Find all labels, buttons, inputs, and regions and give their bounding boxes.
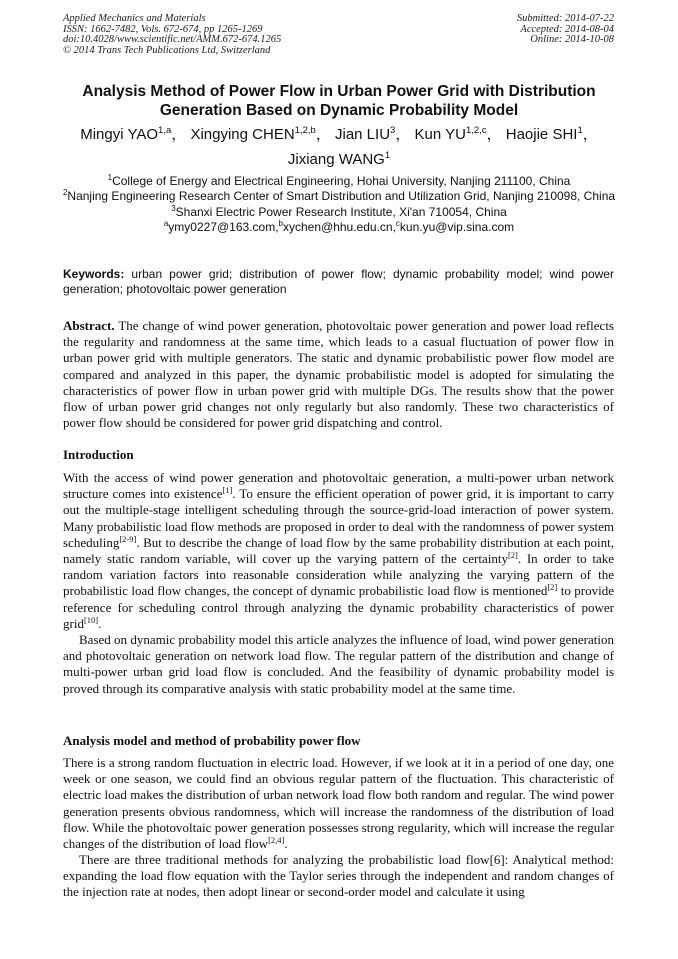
- journal-name: Applied Mechanics and Materials: [63, 13, 206, 24]
- citation-ref[interactable]: [2,4]: [268, 835, 285, 846]
- paragraph-text: to provide reference for scheduling control through analyzing the dynamic probability characteristics of power grid: [63, 583, 614, 631]
- citation-ref[interactable]: [1]: [222, 485, 233, 496]
- abstract-section: [63, 318, 614, 431]
- paragraph-text: .: [284, 836, 288, 852]
- analysis-heading: Analysis model and method of probability power flow: [63, 733, 361, 748]
- paragraph-text: There is a strong random fluctuation in electric load. However, if we look at it in a period of one day, one week or one season, we could find an obvious regular pattern of the fluctuation. This characteristic of electric load makes the distribution of urban network load flow both random and regular. The wind power generation presents obvious randomness, which will increase the randomness of the distribution of load flow. While the photovoltaic power generation possesses strong regularity, which will increase the regular changes of the distribution of load flow: [63, 755, 614, 852]
- analysis-paragraph: There are three traditional methods for analyzing the probabilistic load flow[6]: Analytical method: expanding the load flow equation with the Taylor series through the independent and random changes of the injection rate at nodes, then adopt linear or second-order model and calculate it using: [63, 852, 614, 900]
- introduction-heading: Introduction: [63, 447, 134, 462]
- affiliation-mark: 1: [107, 173, 113, 182]
- author-affiliation-mark: 1,2,b: [294, 125, 316, 136]
- affiliation-mark: 2: [62, 188, 68, 198]
- author-separator: ，: [171, 126, 187, 143]
- author-affiliation-mark: 1: [384, 150, 391, 161]
- submitted-date: Submitted: 2014-07-22: [516, 13, 614, 24]
- affiliation-text: Nanjing Engineering Research Center of Smart Distribution and Utilization Grid, Nanjing 210098, China: [67, 189, 616, 204]
- email-address[interactable]: ymy0227@163.com,: [168, 219, 279, 234]
- affiliation-item: [40, 205, 638, 220]
- keywords-label: Keywords:: [63, 267, 125, 281]
- journal-copyright: © 2014 Trans Tech Publications Ltd, Switzerland: [63, 44, 271, 56]
- author-name: Kun YU: [414, 126, 466, 143]
- analysis-paragraph: [63, 755, 614, 852]
- author-list: [40, 122, 638, 172]
- journal-info: [63, 14, 281, 56]
- author-affiliation-mark: 1,a: [158, 125, 172, 136]
- title-line: Analysis Method of Power Flow in Urban Power Grid with Distribution: [82, 83, 596, 100]
- paragraph-text: . To ensure the efficient operation of power grid, it is important to carry out the multiple-stage intelligent scheduling through the source-grid-load interaction of power system. Many probabilistic load flow methods are proposed in order to deal with the randomness of power system scheduling: [63, 486, 614, 550]
- paragraph-text: With the access of wind power generation and photovoltaic generation, a multi-power urban network structure comes into existence: [63, 470, 614, 502]
- citation-ref[interactable]: [10]: [83, 614, 99, 625]
- author-name: Jian LIU: [335, 126, 391, 143]
- affiliation-item: [40, 174, 638, 189]
- email-address[interactable]: xychen@hhu.edu.cn,: [282, 219, 396, 234]
- email-mark: a: [163, 218, 169, 228]
- author-name: Xingying CHEN: [190, 126, 295, 143]
- affiliation-text: College of Energy and Electrical Engineering, Hohai University, Nanjing 211100, China: [112, 174, 571, 188]
- journal-doi: doi:10.4028/www.scientific.net/AMM.672-674.1265: [63, 34, 282, 46]
- email-mark: b: [278, 218, 283, 228]
- submission-dates: [517, 14, 614, 46]
- affiliation-mark: 3: [171, 203, 176, 213]
- accepted-date: Accepted: 2014-08-04: [520, 23, 614, 35]
- affiliation-text: Shanxi Electric Power Research Institute, Xi'an 710054, China: [175, 204, 507, 219]
- author-name: Jixiang WANG: [287, 151, 385, 168]
- citation-ref[interactable]: [2]: [547, 582, 558, 593]
- introduction-paragraph: [63, 470, 614, 632]
- affiliation-item: [40, 189, 638, 204]
- online-date: Online: 2014-10-08: [530, 34, 614, 46]
- citation-ref[interactable]: [2-9]: [119, 533, 137, 544]
- author-separator: ，: [395, 126, 411, 143]
- author-affiliation-mark: 1: [577, 125, 583, 136]
- author-separator: ，: [315, 126, 331, 143]
- email-mark: c: [395, 218, 400, 228]
- introduction-paragraph: Based on dynamic probability model this article analyzes the influence of load, wind power generation and photovoltaic generation on network load flow. The regular pattern of the distribution and change of multi-power urban grid load flow is concluded. And the feasibility of dynamic probability model is proved through its comparative analysis with static probability model at the same time.: [63, 632, 614, 696]
- paragraph-text: . But to describe the change of load flow by the same probability distribution at each point, namely static random variable, will cover up the varying pattern of the certainty: [63, 534, 614, 567]
- abstract-text: The change of wind power generation, photovoltaic power generation and power load reflects the regularity and randomness at the same time, which leads to a casual fluctuation of power flow in urban power grid with multiple generators. The static and dynamic probabilistic power flow model are compared and analyzed in this paper, the dynamic probabilistic model is adopted for simulating the characteristics of power flow in urban power grid with multiple DGs. The results show that the power flow of urban power grid changes not only regularly but also randomly. These two characteristics of power flow should be considered for power grid dispatching and control.: [63, 318, 614, 431]
- author-name: Mingyi YAO: [80, 126, 159, 143]
- author-name: Haojie SHI: [505, 126, 578, 143]
- author-affiliation-mark: 1,2,c: [465, 125, 487, 136]
- affiliations: [40, 174, 638, 235]
- paragraph-text: . In order to take random variation factors into reasonable consideration while analyzing the varying pattern of the probabilistic load flow changes, the concept of dynamic probabilistic load flow is mentioned: [63, 551, 614, 599]
- citation-ref[interactable]: [2]: [507, 550, 518, 561]
- title-line: Generation Based on Dynamic Probability Model: [159, 102, 519, 119]
- author-separator: ，: [582, 126, 598, 143]
- email-address[interactable]: kun.yu@vip.sina.com: [399, 219, 515, 234]
- paper-title: [40, 82, 638, 120]
- keywords-section: [63, 267, 614, 297]
- author-affiliation-mark: 3: [390, 125, 396, 136]
- author-separator: ，: [486, 126, 502, 143]
- abstract-label: Abstract.: [63, 318, 115, 333]
- email-list: [40, 220, 638, 235]
- keywords-text: urban power grid; distribution of power flow; dynamic probability model; wind power generation; photovoltaic power generation: [63, 267, 614, 296]
- journal-issn: ISSN: 1662-7482, Vols. 672-674, pp 1265-1269: [63, 23, 263, 35]
- paragraph-text: .: [98, 615, 102, 631]
